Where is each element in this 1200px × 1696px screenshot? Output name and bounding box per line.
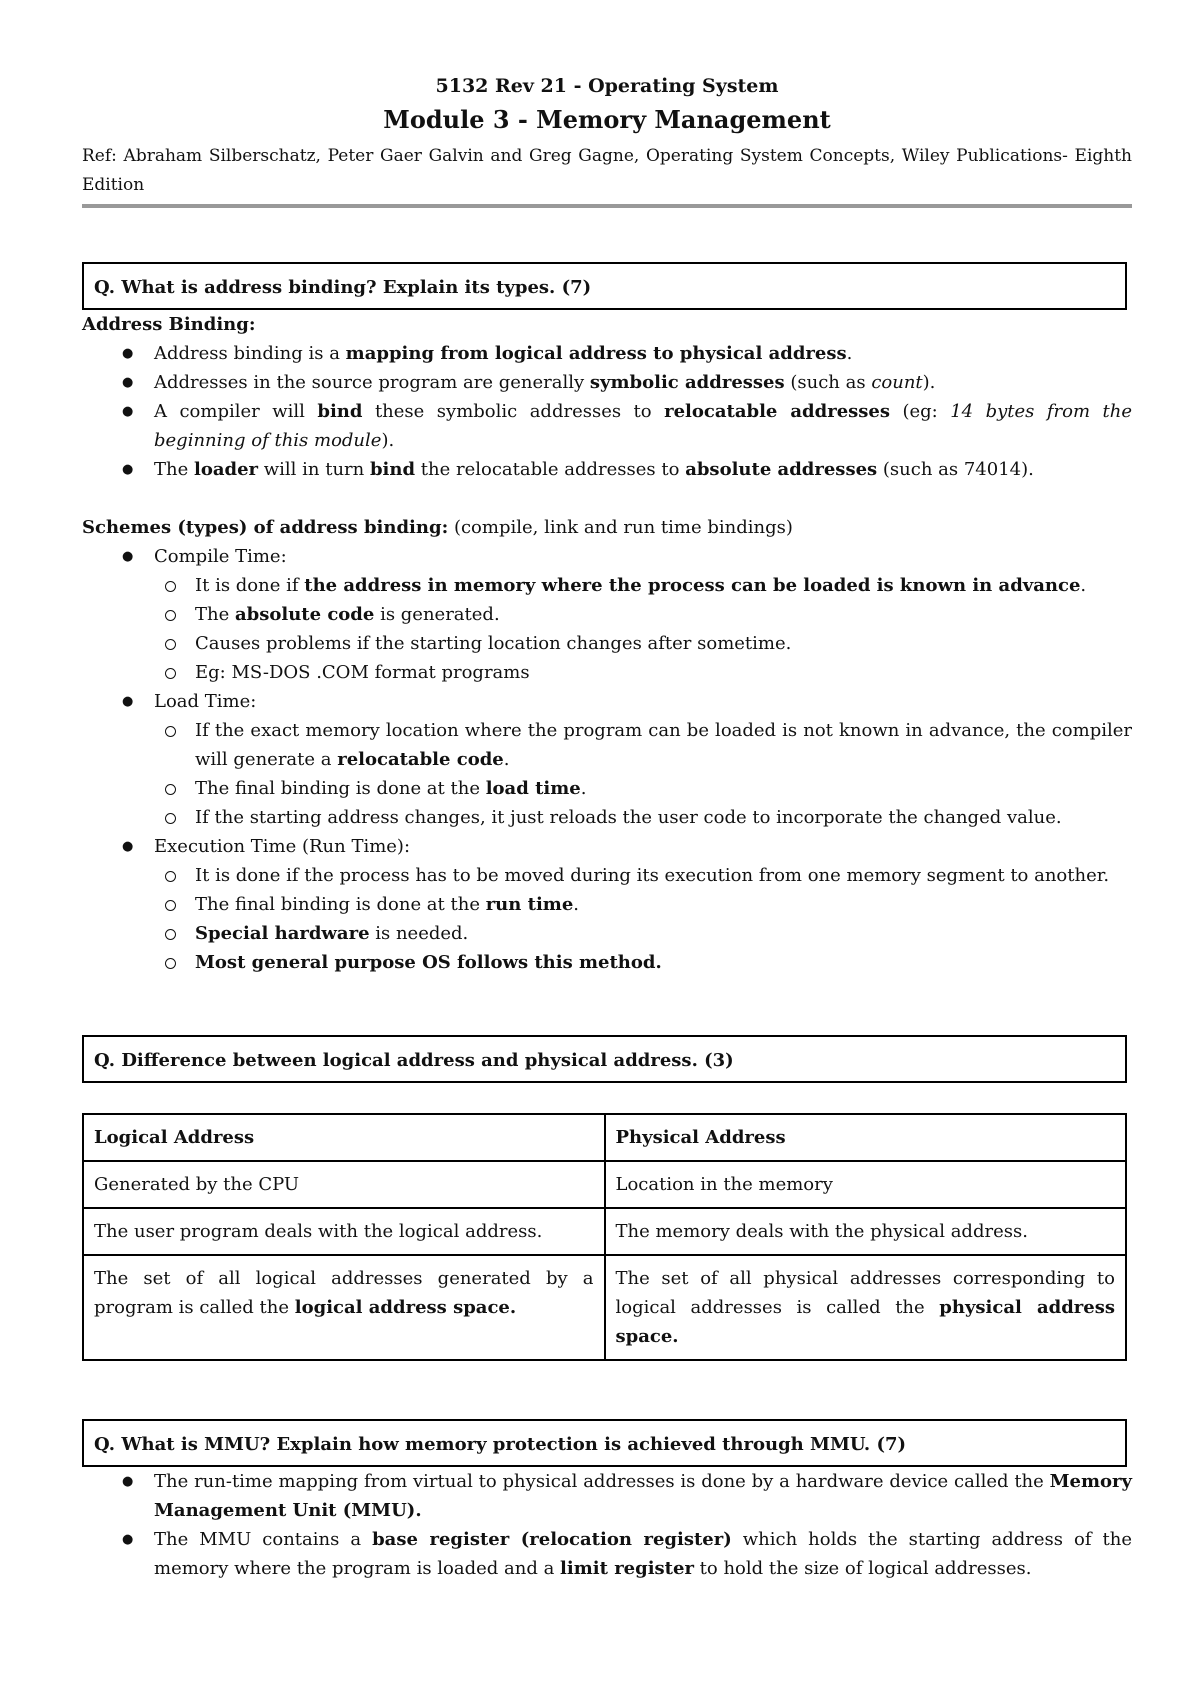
table-header-row <box>83 1114 1126 1161</box>
question-box-address-binding: Q. What is address binding? Explain its types. (7) <box>82 262 1127 310</box>
question-box-logical-vs-physical: Q. Difference between logical address and physical address. (3) <box>82 1035 1127 1083</box>
address-binding-list <box>82 339 1132 484</box>
column-header-logical: Logical Address <box>83 1114 605 1161</box>
list-item: Eg: MS-DOS .COM format programs <box>163 658 1132 687</box>
list-item: ● The loader will in turn bind the relocatable addresses to absolute addresses (such as 74014). <box>122 455 1132 484</box>
list-item: The final binding is done at the load time. <box>163 774 1132 803</box>
table-cell: The user program deals with the logical address. <box>83 1208 605 1255</box>
table-row <box>83 1161 1126 1208</box>
table-cell: The set of all logical addresses generated by a program is called the logical address space. <box>83 1255 605 1360</box>
list-item: The absolute code is generated. <box>163 600 1132 629</box>
schemes-heading: Schemes (types) of address binding: (compile, link and run time bindings) <box>82 517 793 538</box>
list-item: ● Addresses in the source program are generally symbolic addresses (such as count). <box>122 368 1132 397</box>
list-item: If the exact memory location where the program can be loaded is not known in advance, the compiler will generate a relocatable code. <box>163 716 1132 774</box>
table-row <box>83 1255 1126 1360</box>
schemes-list <box>82 542 1132 977</box>
list-item: It is done if the process has to be moved during its execution from one memory segment to another. <box>163 861 1132 890</box>
list-item: Most general purpose OS follows this method. <box>163 948 1132 977</box>
list-item: If the starting address changes, it just reloads the user code to incorporate the changed value. <box>163 803 1132 832</box>
list-item: ● The MMU contains a base register (relocation register) which holds the starting address of the memory where the program is loaded and a limit register to hold the size of logical addresses. <box>122 1525 1132 1583</box>
table-cell: The memory deals with the physical address. <box>605 1208 1127 1255</box>
list-item: ● A compiler will bind these symbolic addresses to relocatable addresses (eg: 14 bytes from the beginning of this module). <box>122 397 1132 455</box>
list-item-execution-time: ● Execution Time (Run Time): It is done if the process has to be moved during its execution from one memory segment to another. The final binding is done at the run time. Special hardware is needed. Most general purpose OS follows this method. <box>122 832 1132 977</box>
table-cell: Location in the memory <box>605 1161 1127 1208</box>
comparison-table <box>82 1113 1127 1361</box>
document-page <box>82 72 1132 1583</box>
list-item-load-time: ● Load Time: If the exact memory location where the program can be loaded is not known in advance, the compiler will generate a relocatable code. The final binding is done at the load time. If the starting address changes, it just reloads the user code to incorporate the changed value. <box>122 687 1132 832</box>
list-item: ● The run-time mapping from virtual to physical addresses is done by a hardware device called the Memory Management Unit (MMU). <box>122 1467 1132 1525</box>
reference-line: Ref: Abraham Silberschatz, Peter Gaer Galvin and Greg Gagne, Operating System Concepts, Wiley Publications- Eighth Edition <box>82 146 1132 195</box>
table-row <box>83 1208 1126 1255</box>
table-cell: Generated by the CPU <box>83 1161 605 1208</box>
list-item-compile-time: ● Compile Time: It is done if the address in memory where the process can be loaded is known in advance. The absolute code is generated. Causes problems if the starting location changes after sometime. Eg: MS-DOS .COM format programs <box>122 542 1132 687</box>
list-item: ● Address binding is a mapping from logical address to physical address. <box>122 339 1132 368</box>
question-box-mmu: Q. What is MMU? Explain how memory protection is achieved through MMU. (7) <box>82 1419 1127 1467</box>
mmu-list <box>82 1467 1132 1583</box>
list-item: It is done if the address in memory where the process can be loaded is known in advance. <box>163 571 1132 600</box>
address-binding-heading: Address Binding: <box>82 314 256 335</box>
table-cell: The set of all physical addresses corresponding to logical addresses is called the physical address space. <box>605 1255 1127 1360</box>
list-item: Causes problems if the starting location changes after sometime. <box>163 629 1132 658</box>
list-item: Special hardware is needed. <box>163 919 1132 948</box>
course-title: 5132 Rev 21 - Operating System <box>435 75 779 97</box>
column-header-physical: Physical Address <box>605 1114 1127 1161</box>
module-title: Module 3 - Memory Management <box>383 105 831 134</box>
list-item: The final binding is done at the run time. <box>163 890 1132 919</box>
